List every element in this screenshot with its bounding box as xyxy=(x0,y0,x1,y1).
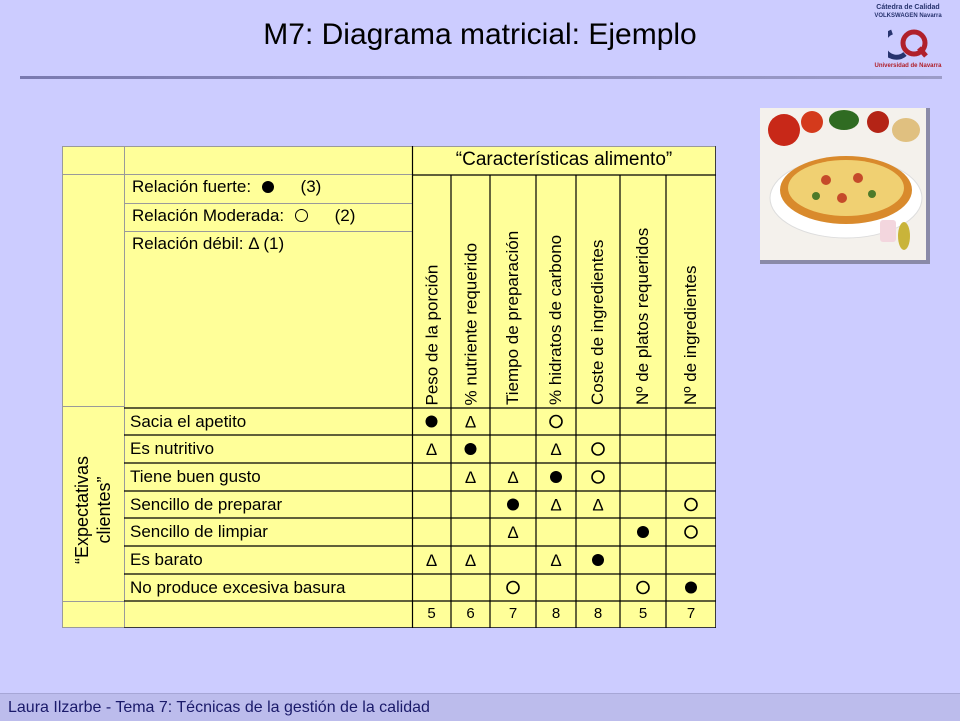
strong-relation-icon xyxy=(637,526,649,538)
legend-strong-text: Relación fuerte: xyxy=(132,177,252,196)
row-group-text: “Expectativas clientes” xyxy=(72,455,114,565)
moderate-relation-icon xyxy=(592,443,604,455)
column-total: 6 xyxy=(466,605,475,622)
moderate-relation-icon xyxy=(685,526,697,538)
row-label: Sencillo de limpiar xyxy=(130,522,268,541)
column-total: 5 xyxy=(638,605,648,622)
logo-line-1: Cátedra de Calidad xyxy=(876,4,940,11)
weak-relation-icon: Δ xyxy=(425,440,438,459)
legend-moderate xyxy=(132,206,355,226)
row-label: Sencillo de preparar xyxy=(130,495,283,514)
strong-relation-icon xyxy=(465,443,477,455)
column-label: Peso de la porción xyxy=(421,264,441,405)
legend-strong xyxy=(132,177,321,197)
logo-emblem-icon xyxy=(888,26,930,60)
weak-relation-icon: Δ xyxy=(464,468,477,487)
footer-bar xyxy=(0,693,960,721)
legend-moderate-weight: (2) xyxy=(334,206,356,225)
weak-relation-icon: Δ xyxy=(592,495,604,515)
row-group-label xyxy=(62,447,124,573)
weak-relation-icon: Δ xyxy=(507,468,519,487)
moderate-relation-icon xyxy=(550,416,562,428)
row-label: Tiene buen gusto xyxy=(130,467,261,486)
slide-title: M7: Diagrama matricial: Ejemplo xyxy=(263,18,697,51)
logo-line-3: Universidad de Navarra xyxy=(874,63,942,69)
moderate-relation-icon xyxy=(637,582,649,594)
column-label: Coste de ingredientes xyxy=(588,239,607,405)
column-label: Nº de platos requeridos xyxy=(633,227,652,405)
moderate-relation-icon xyxy=(685,499,697,511)
pizza-photo xyxy=(760,108,930,264)
column-total: 8 xyxy=(551,605,561,622)
weak-relation-icon: Δ xyxy=(425,551,438,570)
row-label: Es barato xyxy=(130,550,203,569)
title-rule xyxy=(20,76,942,79)
legend-moderate-text: Relación Moderada: xyxy=(132,206,285,225)
weak-relation-icon: Δ xyxy=(550,440,562,459)
weak-relation-icon: Δ xyxy=(550,551,562,570)
weak-relation-icon: Δ xyxy=(507,523,519,542)
column-total: 8 xyxy=(593,605,603,622)
row-label: No produce excesiva basura xyxy=(130,578,346,597)
weak-relation-icon: Δ xyxy=(464,412,477,432)
strong-relation-icon xyxy=(507,499,519,511)
logo-line-2: VOLKSWAGEN Navarra xyxy=(874,13,942,19)
moderate-relation-icon xyxy=(507,582,519,594)
column-label: % hidratos de carbono xyxy=(546,234,565,405)
column-label: Nº de ingredientes xyxy=(681,265,700,405)
matrix-diagram xyxy=(62,146,716,628)
strong-relation-icon xyxy=(550,471,562,483)
weak-relation-icon: Δ xyxy=(464,551,477,570)
column-label: % nutriente requerido xyxy=(460,242,480,405)
strong-relation-icon xyxy=(685,582,697,594)
footer-text: Laura Ilzarbe - Tema 7: Técnicas de la gestión de la calidad xyxy=(8,699,430,716)
matrix-header: “Características alimento” xyxy=(455,149,673,170)
strong-relation-icon xyxy=(426,416,438,428)
moderate-relation-icon xyxy=(592,471,604,483)
legend-weak: Relación débil: Δ (1) xyxy=(132,234,285,253)
catedra-logo xyxy=(862,4,954,74)
strong-relation-icon xyxy=(262,181,274,193)
strong-relation-icon xyxy=(592,554,604,566)
moderate-relation-icon xyxy=(295,209,308,222)
pizza-image xyxy=(760,108,926,260)
legend-strong-weight: (3) xyxy=(300,177,322,196)
column-total: 7 xyxy=(508,605,518,622)
row-label: Sacia el apetito xyxy=(130,412,247,431)
row-label: Es nutritivo xyxy=(130,439,215,458)
weak-relation-icon: Δ xyxy=(550,495,562,515)
column-total: 7 xyxy=(686,605,696,622)
column-label: Tiempo de preparación xyxy=(503,230,522,405)
column-total: 5 xyxy=(427,605,436,622)
